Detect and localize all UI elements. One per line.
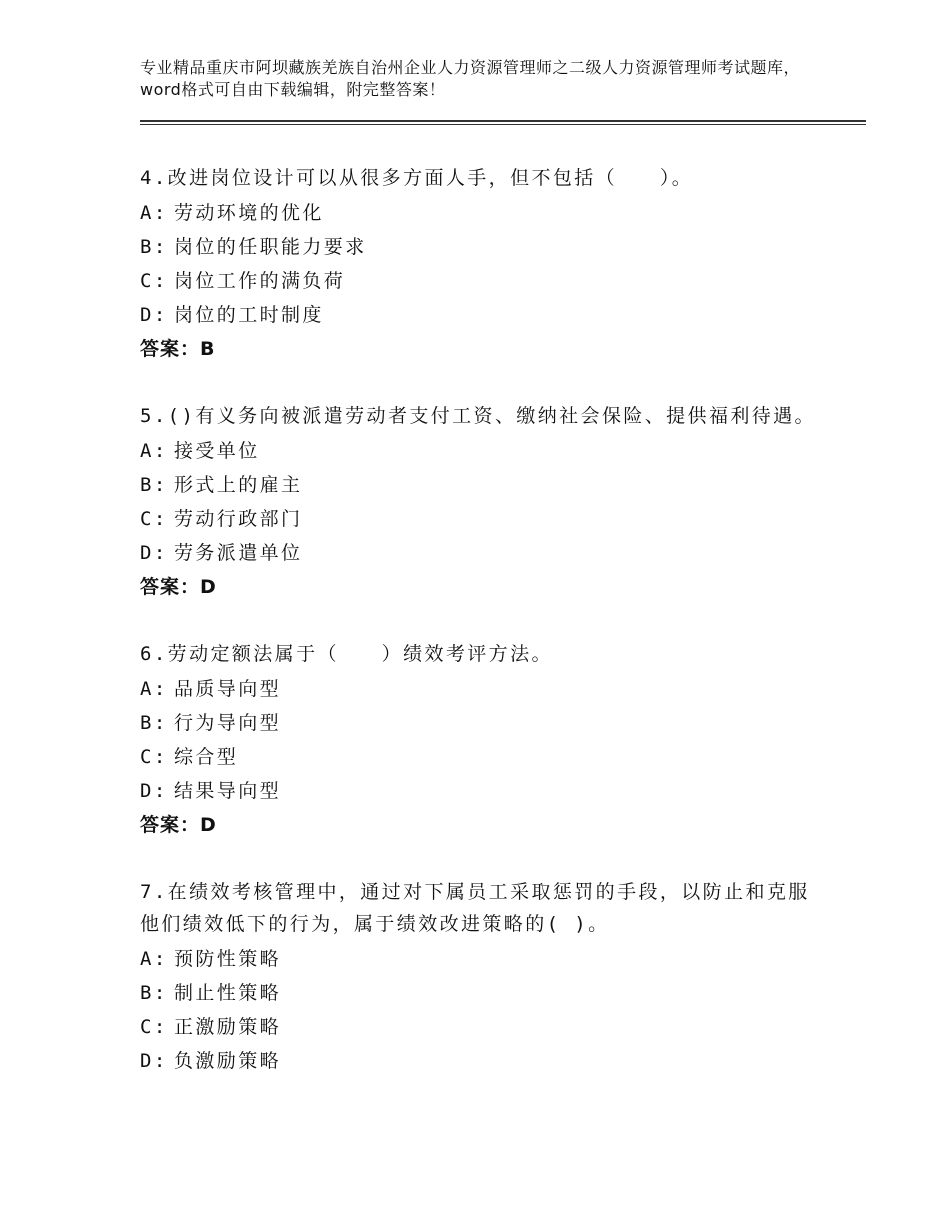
option-letter: C: [140, 270, 168, 292]
option-c [140, 264, 830, 298]
option-text: 品质导向型 [174, 678, 282, 700]
option-text: 岗位的任职能力要求 [174, 236, 367, 258]
option-b [140, 976, 830, 1010]
option-c [140, 502, 830, 536]
option-text: 预防性策略 [174, 948, 282, 970]
option-b [140, 230, 830, 264]
option-letter: C: [140, 1016, 168, 1038]
option-d [140, 774, 830, 808]
option-letter: B: [140, 712, 168, 734]
option-d [140, 298, 830, 332]
option-a [140, 434, 830, 468]
option-letter: B: [140, 474, 168, 496]
question-stem: 6.劳动定额法属于（ ）绩效考评方法。 [140, 643, 553, 665]
option-c [140, 740, 830, 774]
option-text: 岗位的工时制度 [174, 304, 324, 326]
option-letter: B: [140, 236, 168, 258]
option-text: 行为导向型 [174, 712, 282, 734]
answer-line: 答案：D [140, 576, 217, 598]
question-stem: 5.()有义务向被派遣劳动者支付工资、缴纳社会保险、提供福利待遇。 [140, 405, 816, 427]
option-d [140, 1044, 830, 1078]
question-list [140, 162, 830, 1112]
option-text: 岗位工作的满负荷 [174, 270, 346, 292]
option-text: 结果导向型 [174, 780, 282, 802]
option-letter: C: [140, 746, 168, 768]
option-c [140, 1010, 830, 1044]
question-7 [140, 876, 830, 1078]
option-letter: D: [140, 542, 168, 564]
option-letter: C: [140, 508, 168, 530]
option-letter: A: [140, 440, 168, 462]
option-text: 负激励策略 [174, 1050, 282, 1072]
option-text: 形式上的雇主 [174, 474, 303, 496]
option-b [140, 468, 830, 502]
option-d [140, 536, 830, 570]
option-letter: D: [140, 304, 168, 326]
question-6 [140, 638, 830, 842]
option-letter: A: [140, 202, 168, 224]
question-stem: 7.在绩效考核管理中，通过对下属员工采取惩罚的手段，以防止和克服他们绩效低下的行为，属于绩效改进策略的( )。 [140, 881, 810, 935]
option-text: 劳务派遣单位 [174, 542, 303, 564]
option-text: 综合型 [174, 746, 239, 768]
header-divider-thin [140, 124, 866, 125]
question-stem: 4.改进岗位设计可以从很多方面人手，但不包括（ ）。 [140, 167, 694, 189]
option-letter: A: [140, 948, 168, 970]
answer-line: 答案：D [140, 814, 217, 836]
document-header: 专业精品重庆市阿坝藏族羌族自治州企业人力资源管理师之二级人力资源管理师考试题库，word格式可自由下载编辑，附完整答案！ [140, 58, 801, 99]
option-text: 正激励策略 [174, 1016, 282, 1038]
option-letter: B: [140, 982, 168, 1004]
answer-line: 答案：B [140, 338, 216, 360]
header-divider-thick [140, 120, 866, 122]
option-letter: D: [140, 1050, 168, 1072]
option-b [140, 706, 830, 740]
option-a [140, 942, 830, 976]
option-letter: D: [140, 780, 168, 802]
question-4 [140, 162, 830, 366]
option-text: 劳动环境的优化 [174, 202, 324, 224]
option-text: 接受单位 [174, 440, 260, 462]
question-5 [140, 400, 830, 604]
option-text: 制止性策略 [174, 982, 282, 1004]
option-letter: A: [140, 678, 168, 700]
option-text: 劳动行政部门 [174, 508, 303, 530]
option-a [140, 672, 830, 706]
option-a [140, 196, 830, 230]
